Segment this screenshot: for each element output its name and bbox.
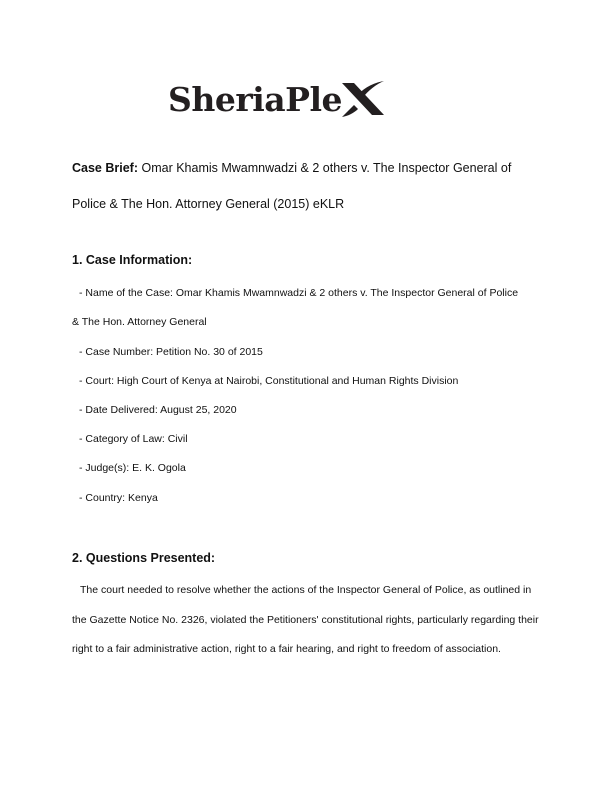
info-case-name-cont: & The Hon. Attorney General [72, 316, 207, 328]
info-case-number: - Case Number: Petition No. 30 of 2015 [79, 346, 263, 358]
case-brief-label: Case Brief: [72, 161, 138, 175]
questions-paragraph [72, 576, 542, 665]
info-category: - Category of Law: Civil [79, 433, 188, 445]
sheriaplex-logo [168, 74, 386, 124]
questions-presented-heading: 2. Questions Presented: [72, 551, 216, 565]
info-court: - Court: High Court of Kenya at Nairobi, Constitutional and Human Rights Division [79, 375, 459, 387]
questions-text: The court needed to resolve whether the actions of the Inspector General of Police, as outlined in the Gazette Notice No. 2326, violated the Petitioners' constitutional rights, particularly regarding their right to a fair administrative action, right to a fair hearing, and right to freedom of association. [72, 584, 539, 656]
logo-wordmark: SheriaPle [168, 79, 342, 119]
case-information-heading: 1. Case Information: [72, 253, 193, 267]
info-date-delivered: - Date Delivered: August 25, 2020 [79, 404, 237, 416]
info-country: - Country: Kenya [79, 492, 158, 504]
info-case-name: - Name of the Case: Omar Khamis Mwamnwadzi & 2 others v. The Inspector General of Police [79, 287, 519, 299]
info-judges: - Judge(s): E. K. Ogola [79, 462, 186, 474]
case-brief-title [72, 150, 542, 222]
logo-x-icon [340, 79, 386, 119]
case-brief-text: Omar Khamis Mwamnwadzi & 2 others v. The Inspector General of Police & The Hon. Attorney General (2015) eKLR [72, 161, 512, 211]
